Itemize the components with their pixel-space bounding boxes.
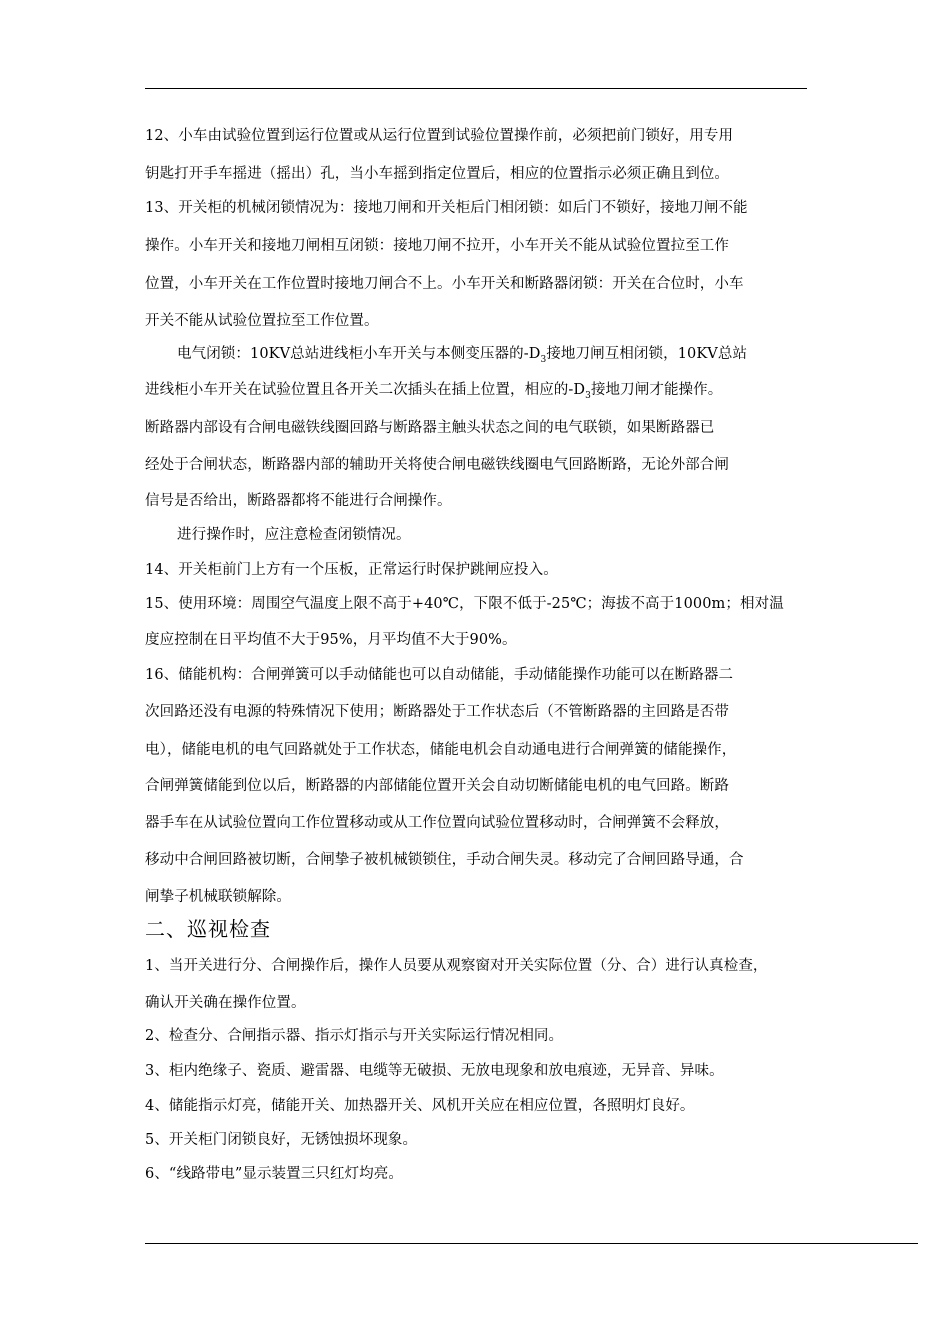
text-fragment: 进线柜小车开关在试验位置且各开关二次插头在插上位置，相应的-D xyxy=(145,382,586,398)
text-line: 13、开关柜的机械闭锁情况为：接地刀闸和开关柜后门相闭锁：如后门不锁好，接地刀闸不能 xyxy=(145,200,748,216)
text-line: 经处于合闸状态，断路器内部的辅助开关将使合闸电磁铁线圈电气回路断路，无论外部合闸 xyxy=(145,457,729,473)
text-line: 3、柜内绝缘子、瓷质、避雷器、电缆等无破损、无放电现象和放电痕迹，无异音、异味。 xyxy=(145,1063,724,1079)
text-line: 闸挚子机械联锁解除。 xyxy=(145,889,291,905)
text-line: 次回路还没有电源的特殊情况下使用；断路器处于工作状态后（不管断路器的主回路是否带 xyxy=(145,704,729,720)
text-line: 度应控制在日平均值不大于95%，月平均值不大于90%。 xyxy=(145,632,517,648)
text-fragment: 电气闭锁：10KV总站进线柜小车开关与本侧变压器的-D xyxy=(177,346,541,362)
text-line: 信号是否给出，断路器都将不能进行合闸操作。 xyxy=(145,493,452,509)
text-fragment: 接地刀闸才能操作。 xyxy=(590,382,723,398)
text-line: 进行操作时，应注意检查闭锁情况。 xyxy=(177,527,411,543)
section-heading: 二、巡视检查 xyxy=(145,917,271,941)
text-line: 1、当开关进行分、合闸操作后，操作人员要从观察窗对开关实际位置（分、合）进行认真检查， xyxy=(145,958,768,974)
text-line: 位置，小车开关在工作位置时接地刀闸合不上。小车开关和断路器闭锁：开关在合位时，小车 xyxy=(145,276,744,292)
text-line: 钥匙打开手车摇进（摇出）孔，当小车摇到指定位置后，相应的位置指示必须正确且到位。 xyxy=(145,166,729,182)
subscript: 3 xyxy=(585,390,591,401)
electrical-interlock-line-2 xyxy=(145,380,722,400)
electrical-interlock-line-1 xyxy=(177,344,747,364)
text-line: 6、“线路带电”显示装置三只红灯均亮。 xyxy=(145,1166,403,1182)
footer-rule xyxy=(145,1243,918,1244)
subscript: 3 xyxy=(540,354,547,365)
text-line: 14、开关柜前门上方有一个压板，正常运行时保护跳闸应投入。 xyxy=(145,562,558,578)
text-line: 器手车在从试验位置向工作位置移动或从工作位置向试验位置移动时，合闸弹簧不会释放， xyxy=(145,815,729,831)
text-line: 5、开关柜门闭锁良好，无锈蚀损坏现象。 xyxy=(145,1132,418,1148)
text-line: 开关不能从试验位置拉至工作位置。 xyxy=(145,313,379,329)
text-line: 电），储能电机的电气回路就处于工作状态，储能电机会自动通电进行合闸弹簧的储能操作， xyxy=(145,742,737,758)
text-line: 4、储能指示灯亮，储能开关、加热器开关、风机开关应在相应位置，各照明灯良好。 xyxy=(145,1098,695,1114)
text-line: 16、储能机构：合闸弹簧可以手动储能也可以自动储能，手动储能操作功能可以在断路器二 xyxy=(145,667,734,683)
text-line: 合闸弹簧储能到位以后，断路器的内部储能位置开关会自动切断储能电机的电气回路。断路 xyxy=(145,778,729,794)
text-fragment: 接地刀闸互相闭锁，10KV总站 xyxy=(546,346,748,362)
text-line: 移动中合闸回路被切断，合闸挚子被机械锁锁住，手动合闸失灵。移动完了合闸回路导通，合 xyxy=(145,852,744,868)
header-rule xyxy=(145,88,807,89)
text-line: 2、检查分、合闸指示器、指示灯指示与开关实际运行情况相同。 xyxy=(145,1028,564,1044)
text-line: 12、小车由试验位置到运行位置或从运行位置到试验位置操作前，必须把前门锁好，用专用 xyxy=(145,128,734,144)
text-line: 操作。小车开关和接地刀闸相互闭锁：接地刀闸不拉开，小车开关不能从试验位置拉至工作 xyxy=(145,238,729,254)
text-line: 断路器内部设有合闸电磁铁线圈回路与断路器主触头状态之间的电气联锁，如果断路器已 xyxy=(145,420,715,436)
text-line: 确认开关确在操作位置。 xyxy=(145,995,306,1011)
text-line: 15、使用环境：周围空气温度上限不高于+40℃，下限不低于-25℃；海拔不高于1000m；相对温 xyxy=(145,596,784,612)
